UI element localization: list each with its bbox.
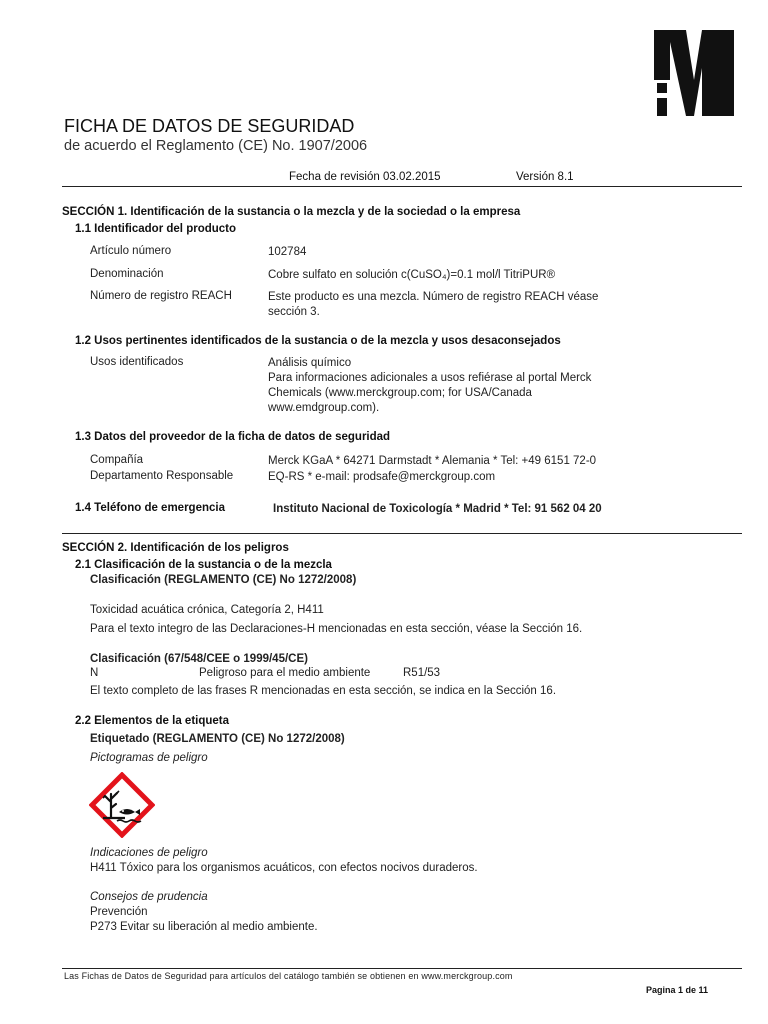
- document-subtitle: de acuerdo el Reglamento (CE) No. 1907/2006: [64, 138, 368, 154]
- section-1-title: SECCIÓN 1. Identificación de la sustancia o la mezcla y de la sociedad o la empresa: [62, 206, 521, 218]
- hazard-statements-heading: Indicaciones de peligro: [90, 847, 208, 859]
- department-value: EQ-RS * e-mail: prodsafe@merckgroup.com: [268, 471, 496, 483]
- emergency-phone-value: Instituto Nacional de Toxicología * Madrid * Tel: 91 562 04 20: [273, 503, 602, 515]
- section-2-1-title: 2.1 Clasificación de la sustancia o de la mezcla: [75, 559, 332, 571]
- environment-hazard-icon: [89, 772, 155, 838]
- section-2-title: SECCIÓN 2. Identificación de los peligros: [62, 542, 289, 554]
- clp-classification-line: Toxicidad acuática crónica, Categoría 2, H411: [90, 604, 324, 616]
- reach-number-value-line1: Este producto es una mezcla. Número de registro REACH véase: [268, 291, 599, 303]
- denomination-value: Cobre sulfato en solución c(CuSO₄)=0.1 mol/l TitriPUR®: [268, 269, 556, 281]
- pictograms-heading: Pictogramas de peligro: [90, 752, 208, 764]
- identified-uses-line: www.emdgroup.com).: [268, 402, 380, 414]
- identified-uses-line: Análisis químico: [268, 357, 352, 369]
- identified-uses-line: Chemicals (www.merckgroup.com; for USA/Canada: [268, 387, 532, 399]
- reach-number-label: Número de registro REACH: [90, 290, 232, 302]
- article-number-value: 102784: [268, 246, 307, 258]
- hazard-statement-h411: H411 Tóxico para los organismos acuáticos, con efectos nocivos duraderos.: [90, 862, 478, 874]
- precautionary-heading: Consejos de prudencia: [90, 891, 208, 903]
- department-label: Departamento Responsable: [90, 470, 234, 482]
- dsd-r-phrases: R51/53: [403, 667, 441, 679]
- company-label: Compañía: [90, 454, 144, 466]
- merck-logo: [652, 28, 736, 118]
- reach-number-value-line2: sección 3.: [268, 306, 320, 318]
- section-divider: [62, 533, 742, 534]
- section-1-1-title: 1.1 Identificador del producto: [75, 223, 237, 235]
- version: Versión 8.1: [516, 171, 574, 183]
- document-title: FICHA DE DATOS DE SEGURIDAD: [64, 116, 355, 136]
- section-1-4-title: 1.4 Teléfono de emergencia: [75, 502, 225, 514]
- prevention-label: Prevención: [90, 906, 148, 918]
- dsd-description: Peligroso para el medio ambiente: [199, 667, 371, 679]
- dsd-classification-heading: Clasificación (67/548/CEE o 1999/45/CE): [90, 653, 308, 665]
- header-divider: [62, 186, 742, 187]
- clp-classification-note: Para el texto integro de las Declaraciones-H mencionadas en esta sección, véase la Sección 16.: [90, 623, 583, 635]
- dsd-note: El texto completo de las frases R mencionadas en esta sección, se indica en la Sección 16.: [90, 685, 557, 697]
- company-value: Merck KGaA * 64271 Darmstadt * Alemania * Tel: +49 6151 72-0: [268, 455, 597, 467]
- identified-uses-label: Usos identificados: [90, 356, 184, 368]
- dsd-code: N: [90, 667, 99, 679]
- section-1-3-title: 1.3 Datos del proveedor de la ficha de datos de seguridad: [75, 431, 391, 443]
- section-2-2-title: 2.2 Elementos de la etiqueta: [75, 715, 230, 727]
- footer-divider: [62, 968, 742, 969]
- section-1-2-title: 1.2 Usos pertinentes identificados de la sustancia o de la mezcla y usos desaconsejados: [75, 335, 561, 347]
- labelling-heading: Etiquetado (REGLAMENTO (CE) No 1272/2008): [90, 733, 345, 745]
- footer-note: Las Fichas de Datos de Seguridad para artículos del catálogo también se obtienen en www.merckgroup.com: [64, 971, 513, 981]
- precautionary-statement-p273: P273 Evitar su liberación al medio ambiente.: [90, 921, 318, 933]
- revision-date: Fecha de revisión 03.02.2015: [289, 171, 441, 183]
- identified-uses-line: Para informaciones adicionales a usos refiérase al portal Merck: [268, 372, 592, 384]
- clp-classification-heading: Clasificación (REGLAMENTO (CE) No 1272/2008): [90, 574, 357, 586]
- article-number-label: Artículo número: [90, 245, 172, 257]
- denomination-label: Denominación: [90, 268, 164, 280]
- page-number: Pagina 1 de 11: [646, 985, 709, 995]
